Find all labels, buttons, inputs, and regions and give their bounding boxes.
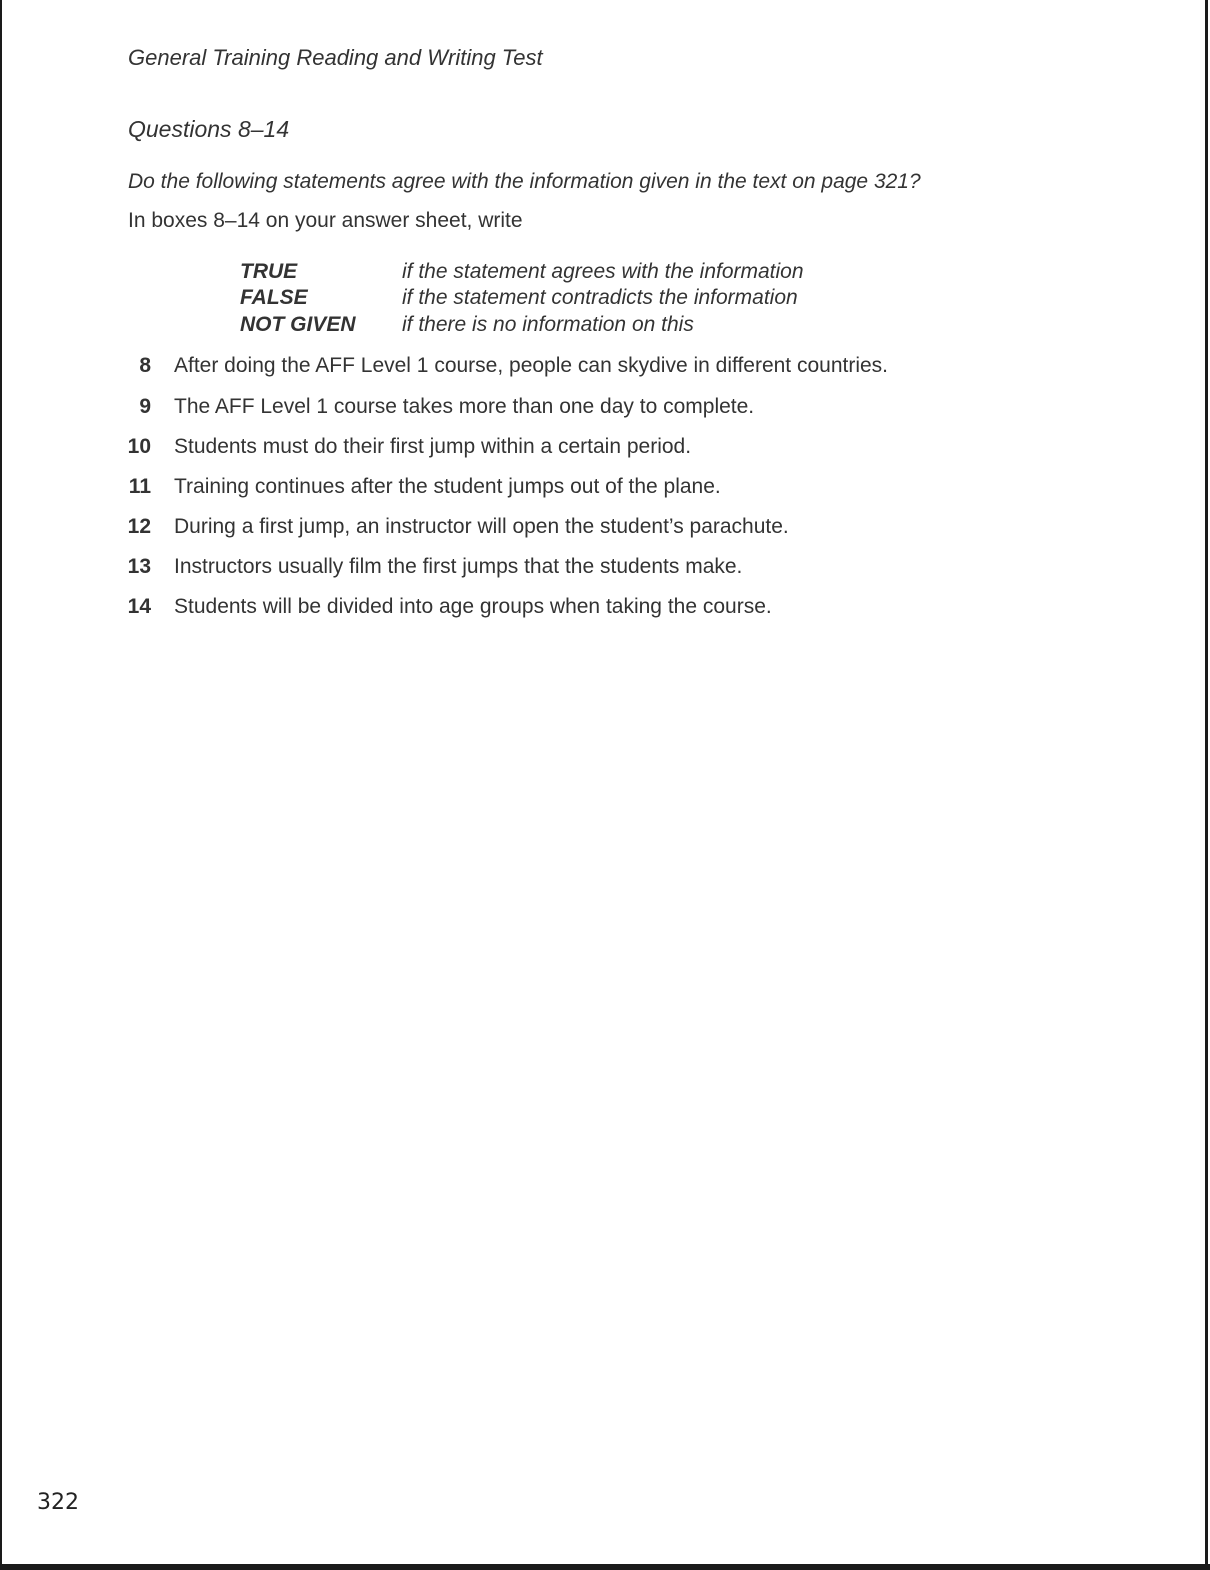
answer-key-row-not-given xyxy=(240,313,694,337)
question-text: After doing the AFF Level 1 course, people can skydive in different countries. xyxy=(174,354,889,377)
answer-key-definition: if there is no information on this xyxy=(402,313,694,336)
question-text: Students will be divided into age groups when taking the course. xyxy=(174,595,772,618)
answer-key-term: NOT GIVEN xyxy=(240,313,356,336)
question-text: Training continues after the student jumps out of the plane. xyxy=(174,475,721,498)
answer-key-definition: if the statement agrees with the information xyxy=(402,260,804,283)
question-number: 11 xyxy=(128,475,151,498)
question-item xyxy=(118,515,789,539)
question-item xyxy=(118,354,888,378)
running-head: General Training Reading and Writing Test xyxy=(128,45,543,70)
answer-key-row-true xyxy=(240,260,804,284)
page-edge-bottom xyxy=(0,1564,1210,1570)
answer-key-definition: if the statement contradicts the information xyxy=(402,286,798,309)
page-number: 322 xyxy=(37,1490,79,1515)
question-number: 9 xyxy=(139,395,151,418)
question-item xyxy=(118,435,691,459)
question-item xyxy=(118,555,742,579)
page-edge-right xyxy=(1205,0,1208,1570)
question-item xyxy=(118,595,772,619)
question-text: The AFF Level 1 course takes more than one day to complete. xyxy=(174,395,755,418)
question-number: 12 xyxy=(127,515,151,538)
instruction-line-1: Do the following statements agree with the information given in the text on page 321? xyxy=(128,170,921,193)
section-title: Questions 8–14 xyxy=(128,116,290,142)
question-text: During a first jump, an instructor will open the student’s parachute. xyxy=(174,515,789,538)
question-number: 10 xyxy=(127,435,151,458)
instruction-line-2: In boxes 8–14 on your answer sheet, write xyxy=(128,209,523,232)
answer-key-term: TRUE xyxy=(240,260,298,283)
question-text: Students must do their first jump within a certain period. xyxy=(174,435,692,458)
question-item xyxy=(118,395,754,419)
answer-key-row-false xyxy=(240,286,798,310)
page-edge-left xyxy=(0,0,2,1570)
question-text: Instructors usually film the first jumps that the students make. xyxy=(174,555,743,578)
answer-key-term: FALSE xyxy=(240,286,308,309)
question-number: 13 xyxy=(127,555,151,578)
question-number: 14 xyxy=(127,595,151,618)
question-number: 8 xyxy=(139,354,151,377)
question-item xyxy=(118,475,721,499)
